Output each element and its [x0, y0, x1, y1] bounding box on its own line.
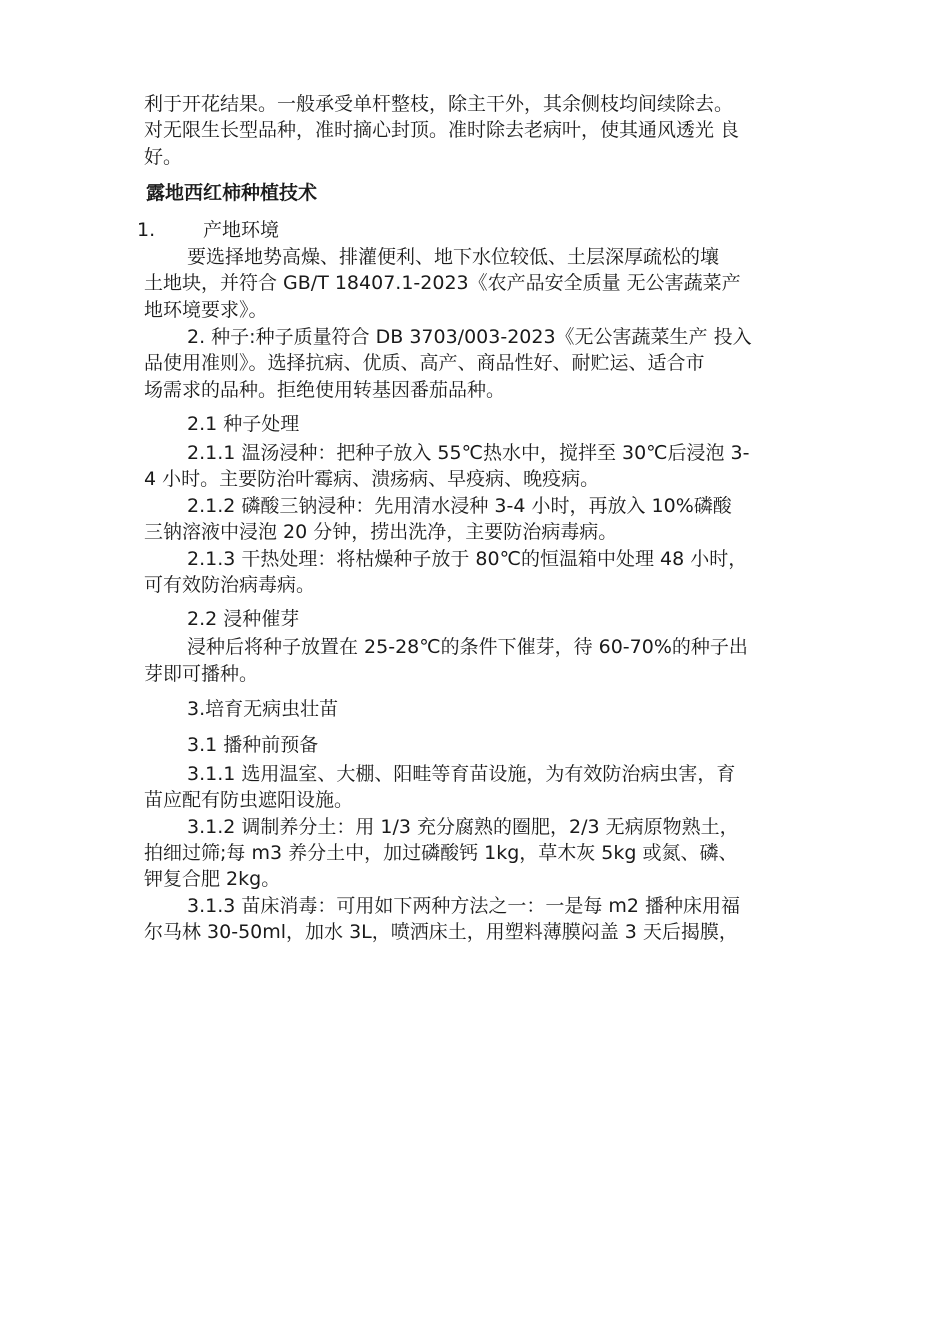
heading-2-1: 2.1 种子处理: [187, 413, 300, 435]
intro-line-1: 利于开花结果。一般承受单杆整枝，除主干外，其余侧枝均间续除去。: [144, 93, 734, 115]
paragraph-line: 三钠溶液中浸泡 20 分钟，捞出洗净，主要防治病毒病。: [144, 521, 618, 543]
paragraph-line: 地环境要求》。: [144, 299, 268, 321]
paragraph-line: 品使用准则》。选择抗病、优质、高产、商品性好、耐贮运、适合市: [144, 352, 705, 374]
paragraph-line: 2. 种子:种子质量符合 DB 3703/003-2023《无公害蔬菜生产 投入: [187, 326, 752, 348]
paragraph-line: 要选择地势高燥、排灌便利、地下水位较低、土层深厚疏松的壤: [187, 246, 720, 268]
heading-2-2: 2.2 浸种催芽: [187, 608, 300, 630]
paragraph-line: 场需求的品种。拒绝使用转基因番茄品种。: [144, 379, 506, 401]
paragraph-line: 尔马林 30-50ml，加水 3L，喷洒床土，用塑料薄膜闷盖 3 天后揭膜，: [144, 921, 738, 943]
paragraph-line: 钾复合肥 2kg。: [144, 868, 281, 890]
heading-3: 3.培育无病虫壮苗: [187, 698, 339, 720]
paragraph-line: 3.1.3 苗床消毒：可用如下两种方法之一：一是每 m2 播种床用福: [187, 895, 741, 917]
paragraph-line: 3.1.1 选用温室、大棚、阳畦等育苗设施，为有效防治病虫害，育: [187, 763, 736, 785]
item-1-label: 产地环境: [203, 219, 280, 241]
paragraph-line: 2.1.1 温汤浸种：把种子放入 55℃热水中，搅拌至 30℃后浸泡 3-: [187, 442, 750, 464]
paragraph-line: 2.1.2 磷酸三钠浸种：先用清水浸种 3-4 小时，再放入 10%磷酸: [187, 495, 732, 517]
heading-3-1: 3.1 播种前预备: [187, 734, 319, 756]
paragraph-line: 土地块，并符合 GB/T 18407.1-2023《农产品安全质量 无公害蔬菜产: [144, 272, 741, 294]
paragraph-line: 拍细过筛;每 m3 养分土中，加过磷酸钙 1kg，草木灰 5kg 或氮、磷、: [144, 842, 738, 864]
intro-line-2: 对无限生长型品种，准时摘心封顶。准时除去老病叶，使其通风透光 良: [144, 119, 740, 141]
paragraph-line: 苗应配有防虫遮阳设施。: [144, 789, 354, 811]
paragraph-line: 3.1.2 调制养分土：用 1/3 充分腐熟的圈肥，2/3 无病原物熟土，: [187, 816, 739, 838]
paragraph-line: 2.1.3 干热处理：将枯燥种子放于 80℃的恒温箱中处理 48 小时，: [187, 548, 748, 570]
paragraph-line: 4 小时。主要防治叶霉病、溃疡病、早疫病、晚疫病。: [144, 468, 600, 490]
intro-line-3: 好。: [144, 146, 183, 168]
item-1-number: 1.: [137, 219, 156, 241]
paragraph-line: 芽即可播种。: [144, 663, 259, 685]
section-title: 露地西红柿种植技术: [146, 182, 318, 204]
paragraph-line: 可有效防治病毒病。: [144, 574, 316, 596]
paragraph-line: 浸种后将种子放置在 25-28℃的条件下催芽，待 60-70%的种子出: [187, 636, 748, 658]
